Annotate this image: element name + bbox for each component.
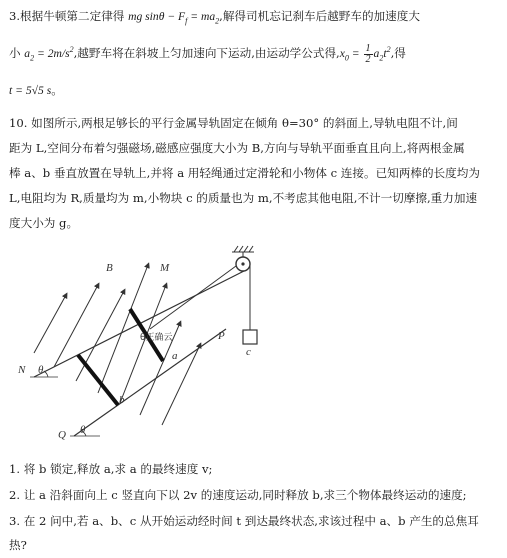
time-result: t = 5√5 s <box>9 84 52 97</box>
fraction-one-half <box>364 44 373 65</box>
ceiling-support <box>232 246 254 258</box>
q10-line-3: 棒 a、b 垂直放置在导轨上,并将 a 用轻绳通过定滑轮和小物体 c 连接。已知两棒的长度均为 <box>9 166 480 180</box>
equation-sub-2: 2 <box>215 16 220 26</box>
label-B: B <box>106 262 113 274</box>
question-1: 1. 将 b 锁定,释放 a,求 a 的最终速度 v; <box>9 462 213 476</box>
label-theta-bottom: θ <box>80 424 86 436</box>
solution-step-label: 3.根据牛顿第二定律得 <box>9 9 125 23</box>
var-t: t <box>383 46 387 60</box>
label-P: P <box>218 330 225 342</box>
label-b: b <box>119 394 125 406</box>
label-Q: Q <box>58 429 66 441</box>
var-t-sup: 2 <box>386 45 391 54</box>
acceleration-value <box>24 45 74 63</box>
solution-text: ,得 <box>390 45 406 60</box>
equation-right: = ma <box>190 10 216 23</box>
var-a: a <box>24 46 31 60</box>
accel-val: = 2m/s <box>34 46 70 60</box>
accel-sup: 2 <box>69 45 74 54</box>
question-2: 2. 让 a 沿斜面向上 c 竖直向下以 2v 的速度运动,同时释放 b,求三个物体最终运动的速度; <box>9 488 467 502</box>
solution-line-2 <box>9 42 406 66</box>
solution-text: ,解得司机忘记刹车后越野车的加速度大 <box>219 9 420 23</box>
var-a2-sub: 2 <box>379 53 384 63</box>
label-theta-top: θ <box>38 364 44 376</box>
fraction-numerator: 1 <box>365 42 371 54</box>
label-N: N <box>18 364 26 376</box>
q10-line-5: 度大小为 g。 <box>9 216 79 230</box>
label-M: M <box>160 262 170 274</box>
rod-b <box>78 355 118 405</box>
solution-line-3 <box>9 82 63 99</box>
block-c <box>243 330 257 344</box>
rope-incline <box>150 266 236 329</box>
label-a: a <box>172 350 178 362</box>
q10-line-1: 10. 如图所示,两根足够长的平行金属导轨固定在倾角 θ=30° 的斜面上,导轨电阻不计,间 <box>9 116 458 130</box>
equation-sub-f: f <box>185 16 188 26</box>
solution-text: 小 <box>9 45 21 60</box>
var-x-sub: 0 <box>344 53 349 63</box>
var-a-sub: 2 <box>30 53 35 63</box>
question-3-line-1: 3. 在 2 问中,若 a、b、c 从开始运动经时间 t 到达最终状态,求该过程中 a、b 产生的总焦耳 <box>9 514 479 528</box>
solution-text: 。 <box>51 83 63 97</box>
kinematics-equation: $x_0$ = $\frac{1}{2}$ $a_2t^2$ <box>339 42 391 65</box>
pulley-axle <box>241 262 244 265</box>
equation-left: mg sinθ − F <box>128 10 186 23</box>
solution-line-1 <box>9 8 420 29</box>
question-3-line-2: 热? <box>9 538 27 552</box>
rails-diagram <box>0 243 507 453</box>
watermark: θ正确云 <box>140 333 173 343</box>
q10-line-4: L,电阻均为 R,质量均为 m,小物块 c 的质量也为 m,不考虑其他电阻,不计一切摩擦,重力加速 <box>9 191 478 205</box>
fraction-denominator: 2 <box>365 53 371 65</box>
angle-arc-top <box>44 371 48 377</box>
var-x: x <box>339 46 345 60</box>
q10-line-2: 距为 L,空间分布着匀强磁场,磁感应强度大小为 B,方向与导轨平面垂直且向上,将两根金属 <box>9 141 465 155</box>
newton-equation <box>128 10 220 26</box>
var-a2: a <box>373 46 380 60</box>
label-c: c <box>246 346 251 358</box>
solution-text: ,越野车将在斜坡上匀加速向下运动,由运动学公式得, <box>73 45 340 60</box>
